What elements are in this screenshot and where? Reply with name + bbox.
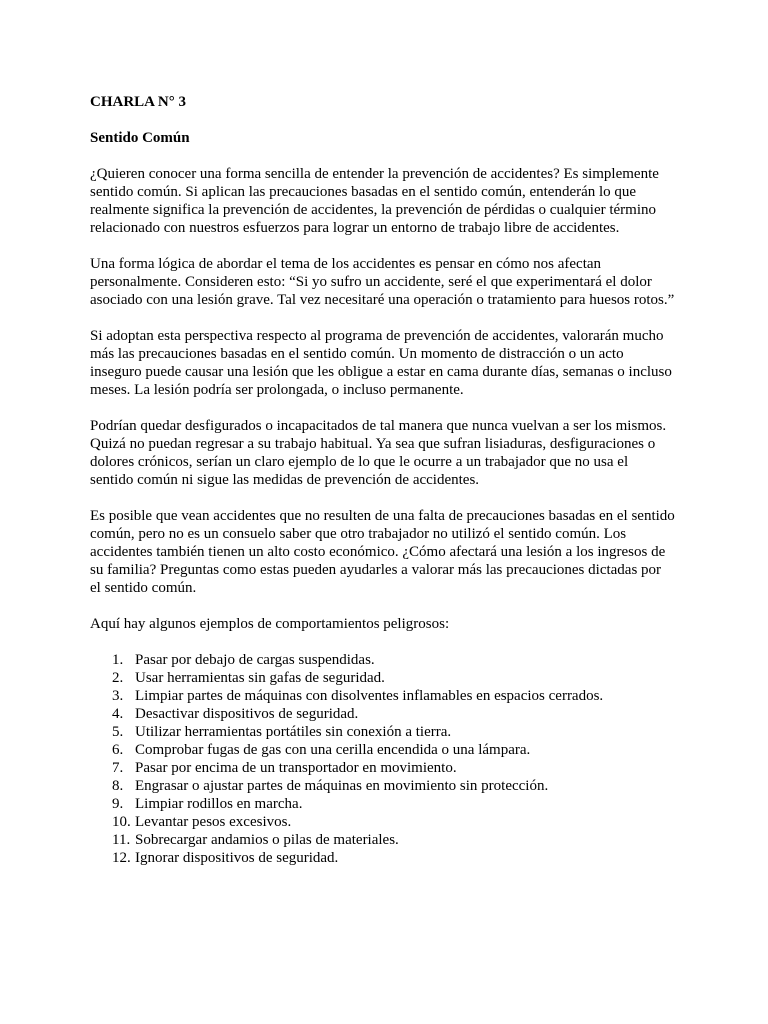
paragraph: Una forma lógica de abordar el tema de los accidentes es pensar en cómo nos afectan personalmente. Consideren esto: “Si yo sufro un accidente, seré el que experimentará el dolor asociado con una lesión grave. Tal vez necesitaré una operación o tratamiento para huesos rotos.” (90, 256, 675, 308)
list-item-number: 10. (112, 814, 131, 830)
list-item-text: Pasar por encima de un transportador en movimiento. (135, 760, 457, 776)
list-item (90, 705, 678, 723)
list-item (90, 723, 678, 741)
document-heading: CHARLA N° 3 (90, 94, 187, 110)
list-item-text: Engrasar o ajustar partes de máquinas en movimiento sin protección. (135, 778, 549, 794)
list-intro: Aquí hay algunos ejemplos de comportamientos peligrosos: (90, 616, 450, 632)
list-item-text: Ignorar dispositivos de seguridad. (135, 850, 339, 866)
list-item (90, 669, 678, 687)
list-item-number: 11. (112, 832, 131, 848)
list-item-text: Limpiar rodillos en marcha. (135, 796, 303, 812)
list-item-number: 8. (112, 778, 124, 794)
list-item-text: Levantar pesos excesivos. (135, 814, 292, 830)
list-item (90, 795, 678, 813)
list-item-text: Pasar por debajo de cargas suspendidas. (135, 652, 375, 668)
list-item-text: Utilizar herramientas portátiles sin conexión a tierra. (135, 724, 452, 740)
list-item-number: 3. (112, 688, 124, 704)
paragraph: Si adoptan esta perspectiva respecto al programa de prevención de accidentes, valorarán mucho más las precauciones basadas en el sentido común. Un momento de distracción o un acto inseguro puede causar una lesión que les obligue a estar en cama durante días, semanas o incluso meses. La lesión podría ser prolongada, o incluso permanente. (90, 328, 672, 398)
list-item-text: Limpiar partes de máquinas con disolventes inflamables en espacios cerrados. (135, 688, 604, 704)
list-item (90, 831, 678, 849)
list-item-number: 4. (112, 706, 124, 722)
paragraph: ¿Quieren conocer una forma sencilla de entender la prevención de accidentes? Es simplemente sentido común. Si aplican las precauciones basadas en el sentido común, entenderán lo que realmente significa la prevención de accidentes, la prevención de pérdidas o cualquier término relacionado con nuestros esfuerzos para lograr un entorno de trabajo libre de accidentes. (90, 166, 659, 236)
paragraph: Es posible que vean accidentes que no resulten de una falta de precauciones basadas en el sentido común, pero no es un consuelo saber que otro trabajador no utilizó el sentido común. Los accidentes también tienen un alto costo económico. ¿Cómo afectará una lesión a los ingresos de su familia? Preguntas como estas pueden ayudarles a valorar más las precauciones dictadas por el sentido común. (90, 508, 675, 596)
list-item (90, 849, 678, 867)
list-item (90, 759, 678, 777)
list-item (90, 741, 678, 759)
list-item-number: 12. (112, 850, 131, 866)
list-item (90, 687, 678, 705)
list-item-text: Usar herramientas sin gafas de seguridad. (135, 670, 385, 686)
list-item-number: 1. (112, 652, 124, 668)
list-item-number: 6. (112, 742, 124, 758)
list-item-text: Comprobar fugas de gas con una cerilla encendida o una lámpara. (135, 742, 531, 758)
list-item-number: 7. (112, 760, 124, 776)
list-item-text: Desactivar dispositivos de seguridad. (135, 706, 359, 722)
list-item-number: 2. (112, 670, 124, 686)
list-item-number: 5. (112, 724, 124, 740)
list-item-number: 9. (112, 796, 124, 812)
list-item (90, 813, 678, 831)
list-item-text: Sobrecargar andamios o pilas de materiales. (135, 832, 399, 848)
paragraph: Podrían quedar desfigurados o incapacitados de tal manera que nunca vuelvan a ser los mismos. Quizá no puedan regresar a su trabajo habitual. Ya sea que sufran lisiaduras, desfiguraciones o dolores crónicos, serían un claro ejemplo de lo que le ocurre a un trabajador que no usa el sentido común ni sigue las medidas de prevención de accidentes. (90, 418, 667, 488)
list-item (90, 651, 678, 669)
document-title: Sentido Común (90, 130, 190, 146)
list-item (90, 777, 678, 795)
dangerous-behaviors-list (90, 651, 678, 867)
